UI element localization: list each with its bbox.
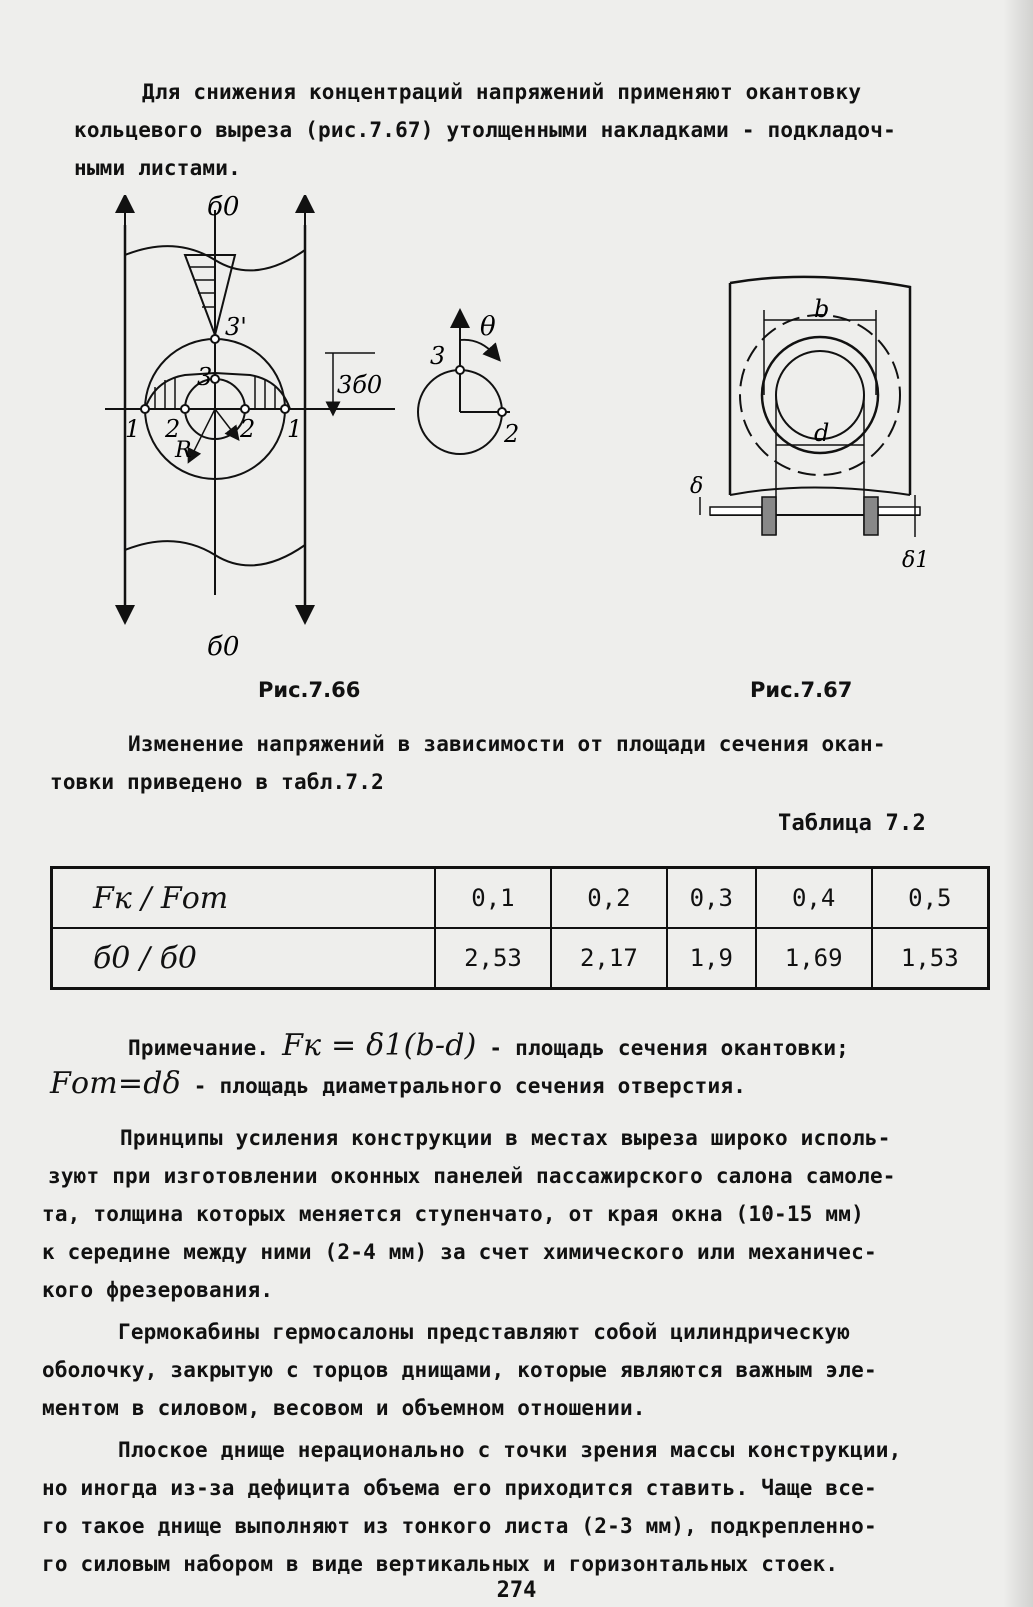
note-line-2 [50,1066,746,1104]
table-cell: 2,53 [435,928,551,989]
table-cell: 0,2 [551,868,667,929]
fig-mid-label-2: 2 [504,420,520,448]
fig67-label-delta1: δ1 [902,548,930,573]
fig66-sigma-bottom: б0 [207,632,240,662]
fig67-label-delta: δ [690,474,704,499]
p3-line-2: но иногда из-за дефицита объема его приходится ставить. Чаще все- [42,1476,877,1500]
table-cell: 0,5 [872,868,989,929]
fig66-label-1-right: 1 [287,415,303,443]
intro-line-1: Для снижения концентраций напряжений применяют окантовку [142,80,862,104]
p3-line-1: Плоское днище нерационально с точки зрения массы конструкции, [118,1438,902,1462]
fig-mid-label-theta: θ [480,312,496,342]
p1-line-5: кого фрезерования. [42,1278,274,1302]
fig66-caption: Рис.7.66 [258,678,361,702]
table-row2-header: б0 / б0 [52,928,436,989]
change-line-1: Изменение напряжений в зависимости от площади сечения окан- [128,732,886,756]
intro-line-3: ными листами. [74,156,241,180]
note-line-1 [128,1028,849,1066]
table-row [52,868,989,929]
note-prefix: Примечание. [128,1036,270,1060]
fig66-label-r: R [175,438,192,463]
table-title: Таблица 7.2 [778,811,926,836]
table-7-2 [50,866,990,990]
table-cell: 2,17 [551,928,667,989]
p2-line-3: ментом в силовом, весовом и объемном отношении. [42,1396,646,1420]
p1-line-2: зуют при изготовлении оконных панелей пассажирского салона самоле- [48,1164,896,1188]
table-cell: 0,3 [667,868,756,929]
table-cell: 1,69 [756,928,872,989]
p2-line-1: Гермокабины гермосалоны представляют собой цилиндрическую [118,1320,851,1344]
p3-line-4: го силовым набором в виде вертикальных и горизонтальных стоек. [42,1552,839,1576]
fig66-label-2-right: 2 [240,415,256,443]
table-cell: 0,1 [435,868,551,929]
p1-line-3: та, толщина которых меняется ступенчато, от края окна (10-15 мм) [42,1202,864,1226]
p2-line-2: оболочку, закрытую с торцов днищами, которые являются важным эле- [42,1358,877,1382]
fig66-label-3-prime: 3' [225,313,247,341]
intro-line-2: кольцевого выреза (рис.7.67) утолщенными накладками - подкладоч- [74,118,896,142]
p1-line-1: Принципы усиления конструкции в местах выреза широко исполь- [120,1126,891,1150]
figure-7-67 [690,275,930,585]
p1-line-4: к середине между ними (2-4 мм) за счет химического или механичес- [42,1240,877,1264]
table-cell: 1,9 [667,928,756,989]
change-line-2: товки приведено в табл.7.2 [50,770,384,794]
fig66-label-3-sigma: 3б0 [337,371,383,399]
note-formula-2: Fот=dδ [50,1066,181,1101]
fig66-label-2-left: 2 [165,415,181,443]
fig67-caption: Рис.7.67 [750,678,853,702]
fig67-label-d: d [814,419,830,447]
note-formula-1: Fк = δ1(b-d) [282,1028,477,1063]
figure-7-66 [95,195,415,665]
note-text-1: - площадь сечения окантовки; [489,1036,850,1060]
note-text-2: - площадь диаметрального сечения отверстия. [193,1074,747,1098]
page-number: 274 [496,1578,537,1603]
table-row [52,928,989,989]
fig67-label-b: b [814,295,830,323]
fig-mid-label-3: 3 [430,342,446,370]
figure-middle-circle [400,300,540,470]
fig66-sigma-top: б0 [207,195,240,222]
p3-line-3: го такое днище выполняют из тонкого листа (2-3 мм), подкрепленно- [42,1514,877,1538]
page-edge-shadow [1003,0,1033,1607]
table-cell: 0,4 [756,868,872,929]
table-cell: 1,53 [872,928,989,989]
fig66-label-3: 3 [197,363,213,391]
fig66-label-1-left: 1 [125,415,141,443]
table-row1-header: Fк / Fот [52,868,436,929]
